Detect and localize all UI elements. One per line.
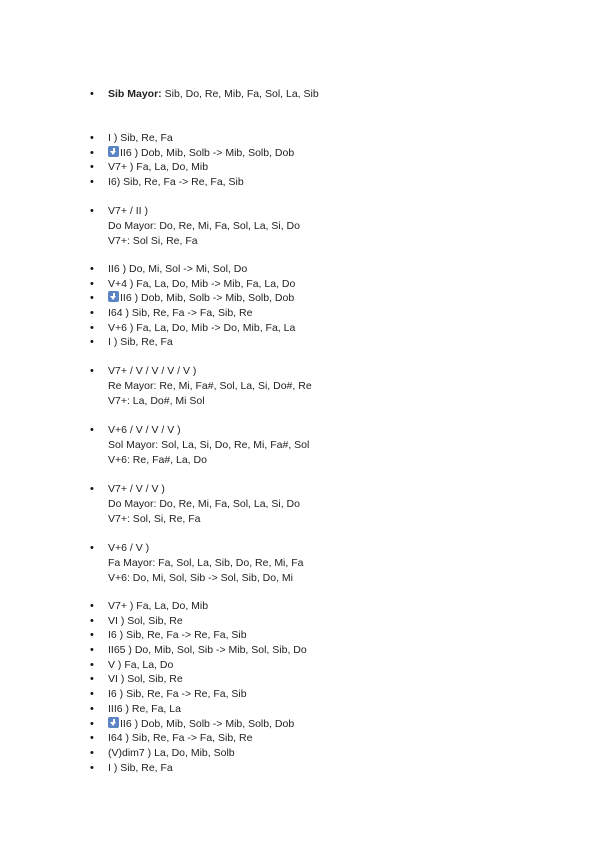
chord-text: V7+ ) Fa, La, Do, Mib (108, 600, 209, 612)
scale-line: Re Mayor: Re, Mi, Fa#, Sol, La, Si, Do#, Re (108, 379, 312, 392)
list-item (0, 628, 600, 643)
secondary-dominant-block-2 (0, 364, 600, 409)
chord-text: VI ) Sol, Sib, Re (108, 614, 183, 627)
chord-text: I ) Sib, Re, Fa (108, 336, 173, 349)
key-scale: Sib, Do, Re, Mib, Fa, Sol, La, Sib (161, 88, 319, 100)
list-item (0, 643, 600, 658)
list-item (0, 672, 600, 687)
chord-text: III6 ) Re, Fa, La (108, 702, 181, 715)
chord-line: V7+: La, Do#, Mi Sol (108, 394, 205, 407)
chord-line: V7+: Sol, Si, Re, Fa (108, 512, 201, 525)
list-item (0, 702, 600, 717)
chord-list-3 (0, 599, 600, 775)
chord-text: V+6 / V / V / V ) (108, 424, 181, 436)
list-item (0, 599, 600, 614)
key-name: Sib Mayor: (108, 88, 162, 100)
chord-list-2 (0, 262, 600, 350)
down-arrow-icon (108, 146, 119, 157)
chord-text: II6 ) Dob, Mib, Solb -> Mib, Solb, Dob (120, 292, 295, 305)
chord-text: II6 ) Dob, Mib, Solb -> Mib, Solb, Dob (120, 717, 295, 730)
list-item (0, 717, 600, 732)
secondary-dominant-block-3 (0, 423, 600, 468)
list-item (0, 746, 600, 761)
list-item (0, 131, 600, 146)
chord-text: V7+ ) Fa, La, Do, Mib (108, 161, 209, 174)
list-item (0, 482, 600, 497)
list-item (0, 658, 600, 673)
chord-line: V+6: Do, Mi, Sol, Sib -> Sol, Sib, Do, Mi (108, 571, 293, 584)
scale-line: Do Mayor: Do, Re, Mi, Fa, Sol, La, Si, Do (108, 497, 300, 510)
chord-text: I ) Sib, Re, Fa (108, 761, 173, 774)
chord-text: I6) Sib, Re, Fa -> Re, Fa, Sib (108, 176, 244, 189)
chord-text: II6 ) Do, Mi, Sol -> Mi, Sol, Do (108, 263, 248, 275)
chord-text: I64 ) Sib, Re, Fa -> Fa, Sib, Re (108, 307, 253, 320)
list-item (0, 87, 600, 102)
secondary-dominant-block-4 (0, 482, 600, 527)
chord-text: I64 ) Sib, Re, Fa -> Fa, Sib, Re (108, 732, 253, 745)
chord-line: V7+: Sol Si, Re, Fa (108, 234, 198, 247)
chord-text: V+4 ) Fa, La, Do, Mib -> Mib, Fa, La, Do (108, 277, 296, 290)
chord-text: V7+ / V / V / V / V ) (108, 365, 197, 377)
secondary-dominant-block-5 (0, 541, 600, 586)
chord-text: V+6 / V ) (108, 542, 150, 554)
down-arrow-icon (108, 291, 119, 302)
list-item (0, 160, 600, 175)
chord-text: V7+ / V / V ) (108, 483, 165, 495)
list-item (0, 306, 600, 321)
list-item (0, 175, 600, 190)
scale-line: Sol Mayor: Sol, La, Si, Do, Re, Mi, Fa#, Sol (108, 438, 310, 451)
chord-text: V7+ / II ) (108, 205, 148, 217)
chord-text: II65 ) Do, Mib, Sol, Sib -> Mib, Sol, Sib, Do (108, 644, 307, 657)
list-item (0, 761, 600, 776)
chord-text: I6 ) Sib, Re, Fa -> Re, Fa, Sib (108, 629, 247, 642)
scale-line: Fa Mayor: Fa, Sol, La, Sib, Do, Re, Mi, Fa (108, 556, 304, 569)
secondary-dominant-block-1 (0, 204, 600, 249)
chord-list-1 (0, 131, 600, 190)
scale-line: Do Mayor: Do, Re, Mi, Fa, Sol, La, Si, Do (108, 219, 300, 232)
chord-text: VI ) Sol, Sib, Re (108, 673, 183, 686)
key-heading-block (0, 87, 600, 102)
list-item (0, 335, 600, 350)
list-item (0, 614, 600, 629)
chord-text: II6 ) Dob, Mib, Solb -> Mib, Solb, Dob (120, 146, 295, 159)
chord-line: V+6: Re, Fa#, La, Do (108, 453, 207, 466)
list-item (0, 291, 600, 306)
list-item (0, 687, 600, 702)
list-item (0, 541, 600, 556)
list-item (0, 321, 600, 336)
list-item (0, 204, 600, 219)
list-item (0, 731, 600, 746)
chord-text: (V)dim7 ) La, Do, Mib, Solb (108, 746, 235, 759)
list-item (0, 423, 600, 438)
list-item (0, 364, 600, 379)
chord-text: V ) Fa, La, Do (108, 658, 174, 671)
chord-text: I6 ) Sib, Re, Fa -> Re, Fa, Sib (108, 688, 247, 701)
list-item (0, 277, 600, 292)
list-item (0, 262, 600, 277)
list-item (0, 146, 600, 161)
chord-text: I ) Sib, Re, Fa (108, 132, 173, 144)
down-arrow-icon (108, 717, 119, 728)
chord-text: V+6 ) Fa, La, Do, Mib -> Do, Mib, Fa, La (108, 321, 296, 334)
